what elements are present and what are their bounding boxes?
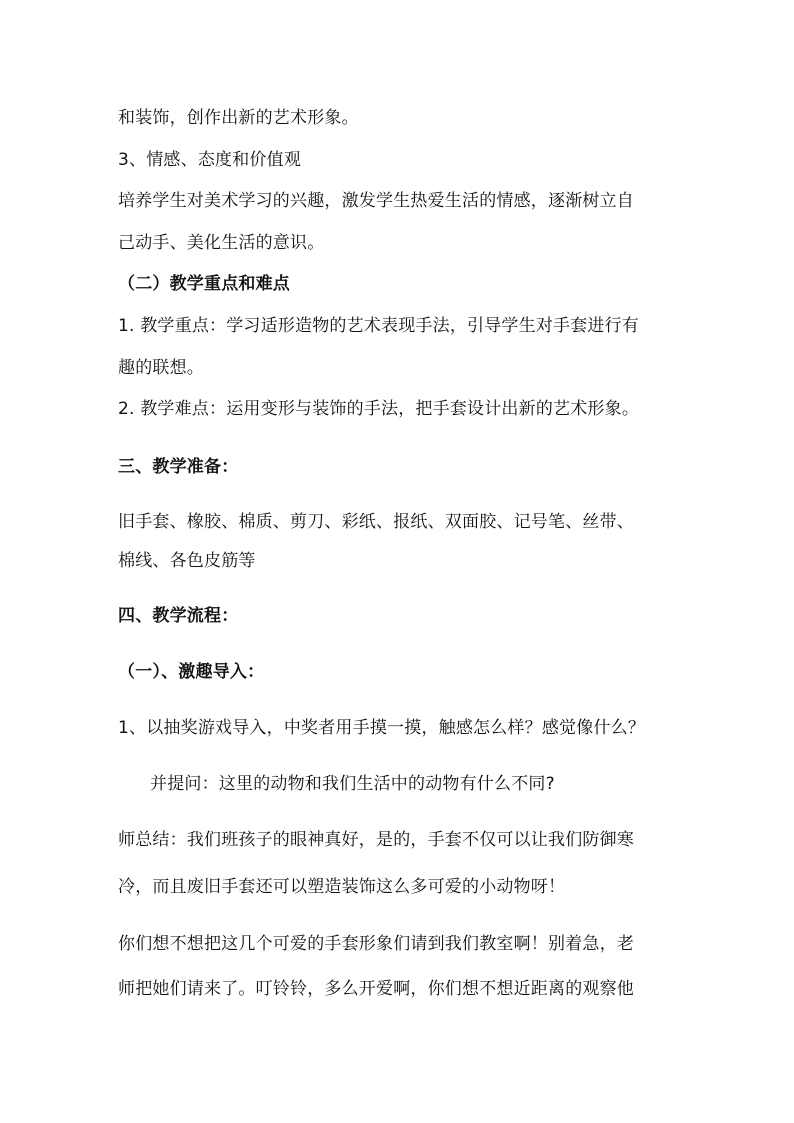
section-heading: 3、情感、态度和价值观 (118, 150, 302, 170)
section-heading: 三、教学准备： (118, 457, 239, 477)
text-line: 1、以抽奖游戏导入，中奖者用手摸一摸，触感怎么样？感觉像什么？ (118, 718, 646, 738)
text-line: 冷，而且废旧手套还可以塑造装饰这么多可爱的小动物呀！ (118, 877, 566, 897)
text-line: 己动手、美化生活的意识。 (118, 233, 325, 253)
text-line: 师总结：我们班孩子的眼神真好，是的，手套不仅可以让我们防御寒 (118, 830, 634, 850)
text-line: 师把她们请来了。叮铃铃，多么开爱啊，你们想不想近距离的观察他 (118, 979, 634, 999)
text-line: 你们想不想把这几个可爱的手套形象们请到我们教室啊！别着急，老 (118, 934, 634, 954)
text-line: 1. 教学重点：学习适形造物的艺术表现手法，引导学生对手套进行有 (118, 316, 640, 336)
text-line: 和装饰，创作出新的艺术形象。 (118, 108, 359, 128)
text-line: 2. 教学难点：运用变形与装饰的手法，把手套设计出新的艺术形象。 (118, 399, 640, 419)
text-line: 旧手套、橡胶、棉质、剪刀、彩纸、报纸、双面胶、记号笔、丝带、 (118, 512, 634, 532)
text-line: 培养学生对美术学习的兴趣，激发学生热爱生活的情感，逐渐树立自 (118, 191, 634, 211)
section-heading: 四、教学流程： (118, 606, 239, 626)
subsection-heading: （一）、激趣导入： (118, 662, 265, 682)
text-line: 并提问：这里的动物和我们生活中的动物有什么不同? (150, 774, 555, 794)
text-line: 棉线、各色皮筋等 (118, 551, 256, 571)
text-line: 趣的联想。 (118, 358, 204, 378)
section-heading: （二）教学重点和难点 (118, 274, 290, 294)
